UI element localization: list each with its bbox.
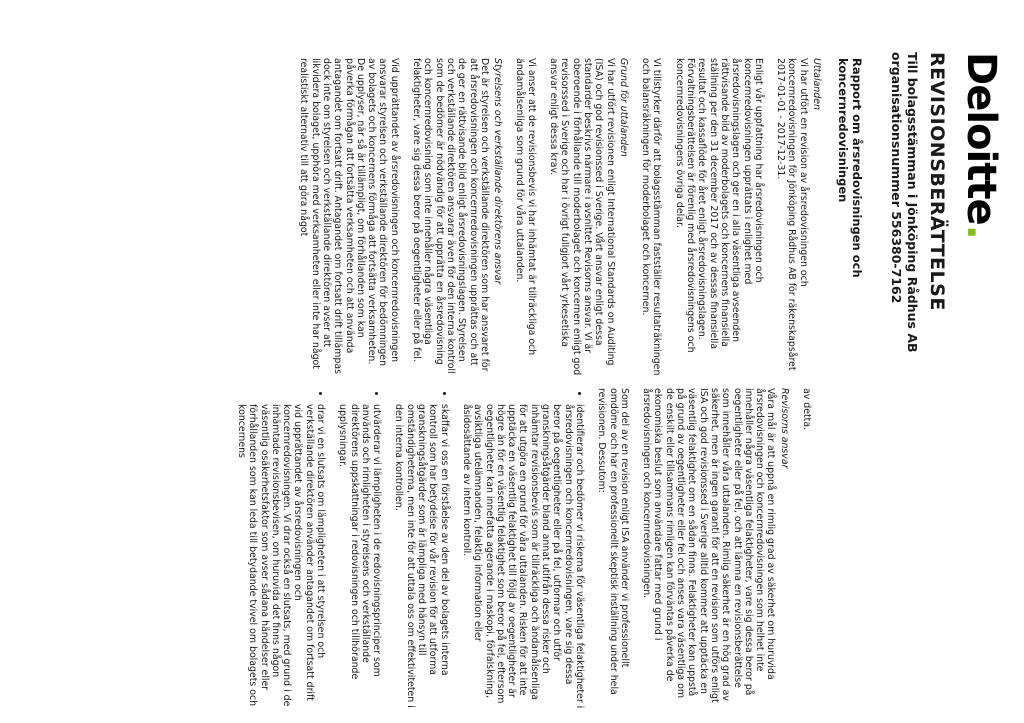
subheading-grund: Grund för uttalanden (617, 58, 629, 157)
document-subtitle (888, 52, 920, 353)
paragraph: Som del av en revision enligt ISA använder vi professionellt omdöme och har en professionellt skeptisk inställning under hela revisionen. Dessutom: (596, 388, 630, 695)
paragraph-continuation: av detta. (801, 388, 812, 431)
subheading-styrelsen: Styrelsens och verkställande direktörens ansvar (492, 58, 504, 285)
left-column (287, 58, 864, 376)
subheading-uttalanden: Uttalanden (811, 58, 822, 110)
right-column (225, 388, 812, 710)
list-item: • drar vi en slutsats om lämpligheten i att styrelsen och verkställande direktören använder antagandet om fortsatt drift vid upprättandet av årsredovisningen och koncernredovisningen. Vi drar också en slutsats, med grund i de inhämtade revisionsbevisen, om huruvida det finns någon väsentlig osäkerhetsfaktor som avser sådana händelser eller förhållanden som kan leda till betydande tvivel om bolagets och koncernens (236, 404, 326, 710)
section-heading-line-1: Rapport om årsredovisningen och (850, 58, 864, 278)
paragraph: Våra mål är att uppnå en rimlig grad av säkerhet om huruvida årsredovisningen och koncernredovisningen som helhet inte innehåller några väsentliga felaktigheter, vare sig dessa beror på oegentligheter eller på fel, och att lämna en revisionsberättelse som innehåller våra uttalanden. Rimlig säkerhet är en hög grad av säkerhet, men är ingen garanti för att en revision som utförs enligt ISA och god revisionssed i Sverige alltid kommer att upptäcka en väsentlig felaktighet om en sådan finns. Felaktigheter kan uppstå på grund av oegentligheter eller fel och anses vara väsentliga om de enskilt eller tillsammans rimligen kan förväntas påverka de ekonomiska beslut som användare fattar med grund i årsredovisningen och koncernredovisningen. (641, 388, 777, 703)
paragraph: Vi har utfört revisionen enligt International Standards on Auditing (ISA) och god revisionssed i Sverige. Vårt ansvar enligt dessa standarder beskrivs närmare i avsnittet Revisorns ansvar. Vi är oberoende i förhållande till moderbolaget och koncernen enligt god revisorssed i Sverige och har i övrigt fullgjort vårt yrkesetiska ansvar enligt dessa krav. (548, 58, 616, 376)
audit-procedures-list (236, 388, 585, 710)
subtitle-org-number: organisationsnummer 556380-7162 (889, 52, 904, 304)
subheading-revisorns: Revisorns ansvar (778, 388, 790, 469)
document-title: REVISIONSBERÄTTELSE (926, 52, 948, 311)
paragraph: Enligt vår uppfattning har årsredovisningen och koncernredovisningen upprättats i enlighet med årsredovisningslagen och ger en i alla väsentliga avseenden rättvisande bild av moderbolagets och koncernens finansiella ställning per den 31 december 2017 och av dessas finansiella resultat och kassaflöde för året enligt årsredovisningslagen. Förvaltningsberättelsen är förenlig med årsredovisningens och koncernredovisningens övriga delar. (673, 58, 764, 353)
paragraph: Vi anser att de revisionsbevis vi har inhämtat är tillräckliga och ändamålsenliga som grund för våra uttalanden. (514, 58, 537, 356)
list-item: • identifierar och bedömer vi riskerna för väsentliga felaktigheter i årsredovisningen och koncernredovisningen, vare sig dessa beror på oegentligheter eller på fel, utformar och utför granskningsåtgärder bland annat utifrån dessa risker och inhämtar revisionsbevis som är tillräckliga och ändamålsenliga för att utgöra en grund för våra uttalanden. Risken för att inte upptäcka en väsentlig felaktighet till följd av oegentligheter är högre än för en väsentlig felaktighet som beror på fel, eftersom oegentligheter kan innefatta agerande i maskopi, förfalskning, avsiktliga utelämnanden, felaktig information eller åsidosättande av intern kontroll. (461, 404, 585, 710)
paragraph: Det är styrelsen och verkställande direktören som har ansvaret för att årsredovisningen och koncernredovisningen upprättas och att de ger en rättvisande bild enligt årsredovisningslagen. Styrelsen och verkställande direktören ansvarar även för den interna kontroll som de bedömer är nödvändig för att upprätta en årsredovisning och koncernredovisning som inte innehåller några väsentliga felaktigheter, vare sig dessa beror på oegentligheter eller på fel. (411, 58, 490, 374)
list-item: • utvärderar vi lämpligheten i de redovisningsprinciper som används och rimligheten i styrelsens och verkställande direktörens uppskattningar i redovisningen och tillhörande upplysningar. (337, 404, 382, 710)
section-heading-report (836, 58, 864, 376)
section-heading-line-2: koncernredovisningen (836, 58, 850, 203)
paragraph: Vid upprättandet av årsredovisningen och koncernredovisningen ansvarar styrelsen och verkställande direktören för bedömningen av bolagets och koncernens förmåga att fortsätta verksamheten. De upplyser, när så är tillämpligt, om förhållanden som kan påverka förmågan att fortsätta verksamheten och att använda antagandet om fortsatt drift. Antagandet om fortsatt drift tillämpas dock inte om styrelsen och verkställande direktören avser att likvidera bolaget, upphöra med verksamheten eller inte har något realistiskt alternativ till att göra något (298, 58, 400, 374)
logo-dot: . (958, 224, 1004, 239)
deloitte-logo (958, 52, 1004, 239)
paragraph: Vi har utfört en revision av årsredovisningen och koncernredovisningen för Jönköping Rådhus AB för räkenskapsåret 2017-01-01 - 2017-12-31. (775, 58, 809, 371)
list-item: • skaffar vi oss en förståelse av den del av bolagets interna kontroll som har betydelse för vår revision för att utforma granskningsåtgärder som är lämpliga med hänsyn till omständigheterna, men inte för att uttala oss om effektiviteten i den interna kontrollen. (393, 404, 449, 710)
paragraph: Vi tillstyrker därför att bolagsstämman fastställer resultaträkningen och balansräkningen för moderbolaget och koncernen. (640, 58, 663, 376)
logo-wordmark: Deloitte (958, 52, 1004, 225)
subtitle-recipient: Till bolagsstämman i Jönköping Rådhus AB (905, 52, 920, 353)
